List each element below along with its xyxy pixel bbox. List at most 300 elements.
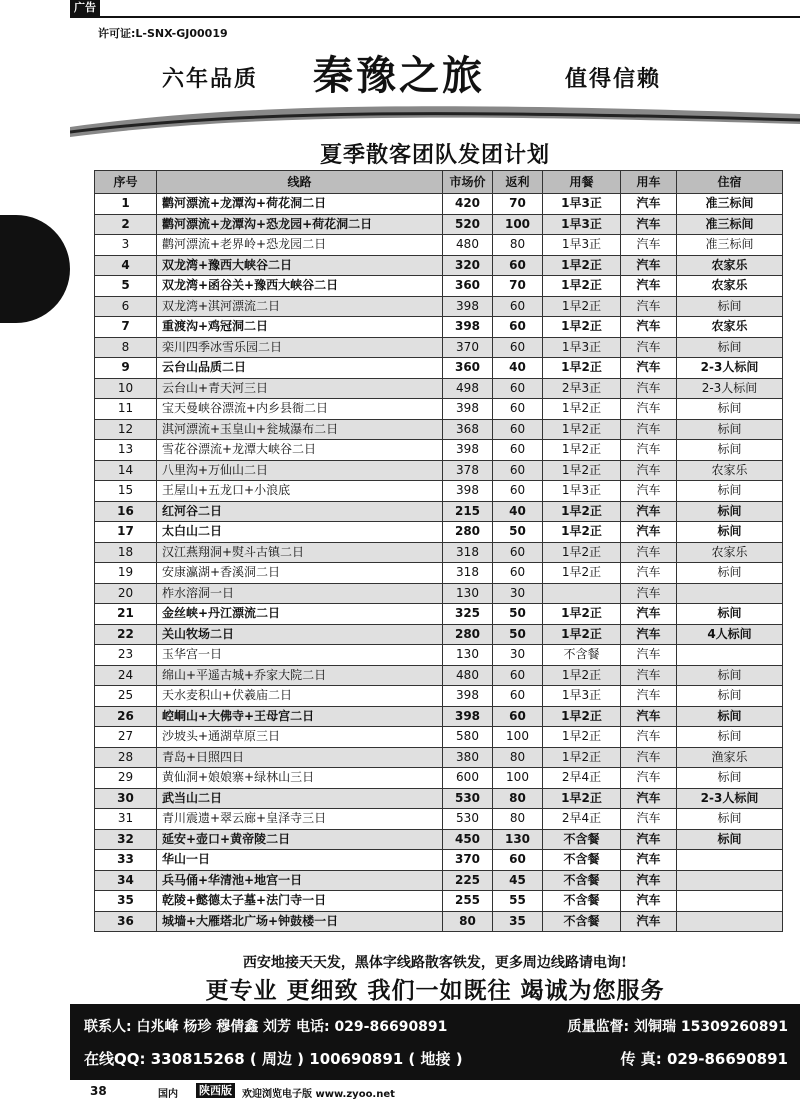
meal: 2早4正	[543, 768, 621, 789]
table-row	[95, 891, 783, 912]
row-no: 21	[95, 604, 157, 625]
row-no: 35	[95, 891, 157, 912]
accommodation: 农家乐	[677, 317, 783, 338]
row-no: 16	[95, 501, 157, 522]
vehicle: 汽车	[621, 583, 677, 604]
rebate: 40	[493, 501, 543, 522]
meal: 1早2正	[543, 788, 621, 809]
market-price: 398	[443, 296, 493, 317]
row-no: 18	[95, 542, 157, 563]
route-name: 淇河漂流+玉皇山+瓮城瀑布二日	[157, 419, 443, 440]
market-price: 378	[443, 460, 493, 481]
row-no: 30	[95, 788, 157, 809]
accommodation: 标间	[677, 419, 783, 440]
contact-block	[70, 1004, 800, 1080]
table-row	[95, 255, 783, 276]
vehicle: 汽车	[621, 255, 677, 276]
vehicle: 汽车	[621, 440, 677, 461]
route-name: 宝天曼峡谷漂流+内乡县衙二日	[157, 399, 443, 420]
route-name: 双龙湾+淇河漂流二日	[157, 296, 443, 317]
rebate: 60	[493, 460, 543, 481]
table-row	[95, 460, 783, 481]
accommodation	[677, 870, 783, 891]
license-number: 许可证:L-SNX-GJ00019	[98, 27, 228, 40]
rebate: 50	[493, 624, 543, 645]
rebate: 40	[493, 358, 543, 379]
accommodation	[677, 891, 783, 912]
meal: 1早3正	[543, 686, 621, 707]
market-price: 370	[443, 337, 493, 358]
row-no: 14	[95, 460, 157, 481]
table-body	[95, 194, 783, 932]
accommodation: 标间	[677, 399, 783, 420]
market-price: 580	[443, 727, 493, 748]
table-row	[95, 768, 783, 789]
rebate: 60	[493, 440, 543, 461]
rebate: 60	[493, 337, 543, 358]
table-row	[95, 665, 783, 686]
vehicle: 汽车	[621, 850, 677, 871]
route-name: 武当山二日	[157, 788, 443, 809]
rebate: 60	[493, 481, 543, 502]
route-name: 青岛+日照四日	[157, 747, 443, 768]
market-price: 398	[443, 317, 493, 338]
vehicle: 汽车	[621, 378, 677, 399]
market-price: 398	[443, 706, 493, 727]
rebate: 60	[493, 378, 543, 399]
plan-title: 夏季散客团队发团计划	[319, 143, 550, 168]
route-name: 鹳河漂流+老界岭+恐龙园二日	[157, 235, 443, 256]
rebate: 50	[493, 522, 543, 543]
market-price: 325	[443, 604, 493, 625]
meal	[543, 583, 621, 604]
rebate: 80	[493, 747, 543, 768]
header-no: 序号	[95, 171, 157, 194]
route-name: 延安+壶口+黄帝陵二日	[157, 829, 443, 850]
row-no: 19	[95, 563, 157, 584]
meal: 1早2正	[543, 727, 621, 748]
rebate: 60	[493, 665, 543, 686]
rebate: 80	[493, 235, 543, 256]
rebate: 55	[493, 891, 543, 912]
route-name: 沙坡头+通湖草原三日	[157, 727, 443, 748]
route-name: 鹳河漂流+龙潭沟+荷花洞二日	[157, 194, 443, 215]
market-price: 450	[443, 829, 493, 850]
row-no: 23	[95, 645, 157, 666]
accommodation: 标间	[677, 686, 783, 707]
table-row	[95, 317, 783, 338]
vehicle: 汽车	[621, 235, 677, 256]
table-row	[95, 214, 783, 235]
rebate: 100	[493, 768, 543, 789]
vehicle: 汽车	[621, 747, 677, 768]
accommodation: 标间	[677, 501, 783, 522]
row-no: 7	[95, 317, 157, 338]
route-name: 青川震遗+翠云廊+皇泽寺三日	[157, 809, 443, 830]
route-name: 栾川四季冰雪乐园二日	[157, 337, 443, 358]
accommodation: 准三标间	[677, 235, 783, 256]
vehicle: 汽车	[621, 358, 677, 379]
market-price: 398	[443, 440, 493, 461]
table-row	[95, 542, 783, 563]
vehicle: 汽车	[621, 727, 677, 748]
accommodation: 标间	[677, 563, 783, 584]
route-name: 八里沟+万仙山二日	[157, 460, 443, 481]
meal: 1早3正	[543, 214, 621, 235]
top-rule	[70, 16, 800, 18]
accommodation: 标间	[677, 706, 783, 727]
table-row	[95, 235, 783, 256]
vehicle: 汽车	[621, 214, 677, 235]
vehicle: 汽车	[621, 870, 677, 891]
rebate: 60	[493, 399, 543, 420]
market-price: 215	[443, 501, 493, 522]
row-no: 22	[95, 624, 157, 645]
route-name: 鹳河漂流+龙潭沟+恐龙园+荷花洞二日	[157, 214, 443, 235]
accommodation: 准三标间	[677, 194, 783, 215]
market-price: 480	[443, 235, 493, 256]
accommodation: 标间	[677, 727, 783, 748]
brand-name: 秦豫之旅	[313, 52, 485, 99]
route-name: 王屋山+五龙口+小浪底	[157, 481, 443, 502]
header-stay: 住宿	[677, 171, 783, 194]
vehicle: 汽车	[621, 624, 677, 645]
accommodation	[677, 645, 783, 666]
accommodation: 标间	[677, 604, 783, 625]
market-price: 80	[443, 911, 493, 932]
rebate: 80	[493, 809, 543, 830]
accommodation: 标间	[677, 296, 783, 317]
route-name: 云台山+青天河三日	[157, 378, 443, 399]
market-price: 225	[443, 870, 493, 891]
market-price: 480	[443, 665, 493, 686]
row-no: 29	[95, 768, 157, 789]
vehicle: 汽车	[621, 686, 677, 707]
market-price: 255	[443, 891, 493, 912]
row-no: 33	[95, 850, 157, 871]
footer-site: 欢迎浏览电子版 www.zyoo.net	[242, 1089, 395, 1100]
rebate: 60	[493, 255, 543, 276]
header-car: 用车	[621, 171, 677, 194]
row-no: 9	[95, 358, 157, 379]
banner-slogan-left: 六年品质	[162, 66, 259, 92]
meal: 1早2正	[543, 747, 621, 768]
vehicle: 汽车	[621, 788, 677, 809]
row-no: 34	[95, 870, 157, 891]
route-name: 兵马俑+华清池+地宫一日	[157, 870, 443, 891]
rebate: 100	[493, 214, 543, 235]
accommodation: 标间	[677, 809, 783, 830]
meal: 1早2正	[543, 460, 621, 481]
contact-people: 联系人: 白兆峰 杨珍 穆倩鑫 刘芳 电话: 029-86690891	[84, 1019, 448, 1035]
table-row	[95, 194, 783, 215]
table-row	[95, 501, 783, 522]
meal: 1早3正	[543, 194, 621, 215]
meal: 1早3正	[543, 337, 621, 358]
market-price: 360	[443, 358, 493, 379]
vehicle: 汽车	[621, 419, 677, 440]
rebate: 60	[493, 686, 543, 707]
accommodation	[677, 583, 783, 604]
row-no: 8	[95, 337, 157, 358]
row-no: 15	[95, 481, 157, 502]
row-no: 6	[95, 296, 157, 317]
market-price: 398	[443, 481, 493, 502]
vehicle: 汽车	[621, 645, 677, 666]
rebate: 130	[493, 829, 543, 850]
edition-badge: 陕西版	[196, 1083, 235, 1098]
market-price: 398	[443, 686, 493, 707]
vehicle: 汽车	[621, 522, 677, 543]
row-no: 3	[95, 235, 157, 256]
accommodation: 标间	[677, 829, 783, 850]
market-price: 600	[443, 768, 493, 789]
route-name: 城墙+大雁塔北广场+钟鼓楼一日	[157, 911, 443, 932]
meal: 不含餐	[543, 829, 621, 850]
vehicle: 汽车	[621, 276, 677, 297]
banner	[70, 40, 800, 100]
meal: 1早3正	[543, 235, 621, 256]
rebate: 60	[493, 542, 543, 563]
accommodation: 2-3人标间	[677, 358, 783, 379]
rebate: 30	[493, 583, 543, 604]
header-route: 线路	[157, 171, 443, 194]
accommodation	[677, 850, 783, 871]
rebate: 30	[493, 645, 543, 666]
meal: 不含餐	[543, 850, 621, 871]
table-header-row	[95, 171, 783, 194]
row-no: 25	[95, 686, 157, 707]
row-no: 17	[95, 522, 157, 543]
rebate: 45	[493, 870, 543, 891]
route-name: 关山牧场二日	[157, 624, 443, 645]
row-no: 28	[95, 747, 157, 768]
service-slogan: 更专业 更细致 我们一如既往 竭诚为您服务	[205, 978, 665, 1004]
meal: 1早2正	[543, 255, 621, 276]
market-price: 380	[443, 747, 493, 768]
vehicle: 汽车	[621, 501, 677, 522]
table-row	[95, 829, 783, 850]
meal: 1早2正	[543, 522, 621, 543]
table-row	[95, 276, 783, 297]
meal: 1早2正	[543, 317, 621, 338]
accommodation: 2-3人标间	[677, 788, 783, 809]
table-row	[95, 747, 783, 768]
footer	[70, 1082, 800, 1100]
rebate: 70	[493, 194, 543, 215]
meal: 不含餐	[543, 870, 621, 891]
rebate: 70	[493, 276, 543, 297]
table-row	[95, 583, 783, 604]
route-name: 太白山二日	[157, 522, 443, 543]
accommodation: 农家乐	[677, 276, 783, 297]
route-name: 华山一日	[157, 850, 443, 871]
accommodation: 农家乐	[677, 542, 783, 563]
vehicle: 汽车	[621, 194, 677, 215]
market-price: 280	[443, 624, 493, 645]
header-rebate: 返利	[493, 171, 543, 194]
route-name: 乾陵+懿德太子墓+法门寺一日	[157, 891, 443, 912]
meal: 1早3正	[543, 481, 621, 502]
vehicle: 汽车	[621, 460, 677, 481]
row-no: 1	[95, 194, 157, 215]
vehicle: 汽车	[621, 604, 677, 625]
accommodation: 标间	[677, 440, 783, 461]
table-row	[95, 378, 783, 399]
vehicle: 汽车	[621, 481, 677, 502]
meal: 1早2正	[543, 624, 621, 645]
table-row	[95, 440, 783, 461]
meal: 1早2正	[543, 276, 621, 297]
accommodation: 标间	[677, 768, 783, 789]
quality-supervisor: 质量监督: 刘铜瑞 15309260891	[567, 1019, 788, 1035]
table-row	[95, 727, 783, 748]
accommodation: 标间	[677, 522, 783, 543]
meal: 不含餐	[543, 891, 621, 912]
route-name: 崆峒山+大佛寺+王母宫二日	[157, 706, 443, 727]
meal: 1早2正	[543, 665, 621, 686]
vehicle: 汽车	[621, 706, 677, 727]
rebate: 60	[493, 850, 543, 871]
row-no: 32	[95, 829, 157, 850]
rebate: 60	[493, 563, 543, 584]
market-price: 398	[443, 399, 493, 420]
meal: 1早2正	[543, 296, 621, 317]
route-name: 金丝峡+丹江漂流二日	[157, 604, 443, 625]
row-no: 24	[95, 665, 157, 686]
meal: 1早2正	[543, 542, 621, 563]
market-price: 498	[443, 378, 493, 399]
meal: 1早2正	[543, 419, 621, 440]
accommodation	[677, 911, 783, 932]
header-price: 市场价	[443, 171, 493, 194]
rebate: 35	[493, 911, 543, 932]
meal: 2早4正	[543, 809, 621, 830]
tour-plan-table	[94, 170, 783, 932]
table-row	[95, 296, 783, 317]
market-price: 280	[443, 522, 493, 543]
vehicle: 汽车	[621, 399, 677, 420]
table-row	[95, 522, 783, 543]
table-row	[95, 645, 783, 666]
table-row	[95, 850, 783, 871]
route-name: 汉江燕翔洞+熨斗古镇二日	[157, 542, 443, 563]
vehicle: 汽车	[621, 563, 677, 584]
rebate: 60	[493, 317, 543, 338]
vehicle: 汽车	[621, 337, 677, 358]
route-name: 红河谷二日	[157, 501, 443, 522]
meal: 1早2正	[543, 440, 621, 461]
vehicle: 汽车	[621, 296, 677, 317]
rebate: 60	[493, 706, 543, 727]
meal: 2早3正	[543, 378, 621, 399]
accommodation: 农家乐	[677, 460, 783, 481]
market-price: 520	[443, 214, 493, 235]
row-no: 11	[95, 399, 157, 420]
meal: 不含餐	[543, 645, 621, 666]
row-no: 20	[95, 583, 157, 604]
wave-decoration	[70, 92, 800, 142]
market-price: 530	[443, 788, 493, 809]
market-price: 318	[443, 563, 493, 584]
row-no: 10	[95, 378, 157, 399]
row-no: 31	[95, 809, 157, 830]
row-no: 26	[95, 706, 157, 727]
table-row	[95, 624, 783, 645]
accommodation: 准三标间	[677, 214, 783, 235]
accommodation: 2-3人标间	[677, 378, 783, 399]
market-price: 360	[443, 276, 493, 297]
vehicle: 汽车	[621, 911, 677, 932]
vehicle: 汽车	[621, 317, 677, 338]
rebate: 60	[493, 296, 543, 317]
service-note: 西安地接天天发，黑体字线路散客铁发，更多周边线路请电询!	[242, 955, 628, 971]
meal: 1早2正	[543, 399, 621, 420]
table-row	[95, 686, 783, 707]
row-no: 27	[95, 727, 157, 748]
market-price: 368	[443, 419, 493, 440]
vehicle: 汽车	[621, 829, 677, 850]
row-no: 4	[95, 255, 157, 276]
route-name: 云台山品质二日	[157, 358, 443, 379]
vehicle: 汽车	[621, 542, 677, 563]
row-no: 5	[95, 276, 157, 297]
ad-tag: 广告	[70, 0, 100, 16]
route-name: 重渡沟+鸡冠洞二日	[157, 317, 443, 338]
route-name: 黄仙洞+娘娘寨+绿林山三日	[157, 768, 443, 789]
rebate: 50	[493, 604, 543, 625]
vehicle: 汽车	[621, 809, 677, 830]
accommodation: 标间	[677, 665, 783, 686]
rebate: 60	[493, 419, 543, 440]
market-price: 130	[443, 583, 493, 604]
banner-slogan-right: 值得信赖	[565, 66, 662, 92]
row-no: 12	[95, 419, 157, 440]
row-no: 13	[95, 440, 157, 461]
market-price: 420	[443, 194, 493, 215]
header-meal: 用餐	[543, 171, 621, 194]
table-row	[95, 604, 783, 625]
market-price: 370	[443, 850, 493, 871]
row-no: 36	[95, 911, 157, 932]
vehicle: 汽车	[621, 665, 677, 686]
fax-number: 传 真: 029-86690891	[620, 1050, 788, 1068]
accommodation: 农家乐	[677, 255, 783, 276]
table-row	[95, 809, 783, 830]
meal: 不含餐	[543, 911, 621, 932]
meal: 1早2正	[543, 501, 621, 522]
market-price: 318	[443, 542, 493, 563]
table-row	[95, 788, 783, 809]
table-row	[95, 870, 783, 891]
table-row	[95, 563, 783, 584]
rebate: 80	[493, 788, 543, 809]
footer-region: 国内	[158, 1089, 178, 1100]
route-name: 双龙湾+豫西大峡谷二日	[157, 255, 443, 276]
table-row	[95, 399, 783, 420]
route-name: 玉华宫一日	[157, 645, 443, 666]
online-qq: 在线QQ: 330815268 ( 周边 ) 100690891 ( 地接 )	[84, 1050, 463, 1068]
table-row	[95, 706, 783, 727]
accommodation: 4人标间	[677, 624, 783, 645]
vehicle: 汽车	[621, 768, 677, 789]
table-row	[95, 337, 783, 358]
rebate: 100	[493, 727, 543, 748]
table-row	[95, 481, 783, 502]
route-name: 雪花谷漂流+龙潭大峡谷二日	[157, 440, 443, 461]
table-row	[95, 358, 783, 379]
table-row	[95, 419, 783, 440]
